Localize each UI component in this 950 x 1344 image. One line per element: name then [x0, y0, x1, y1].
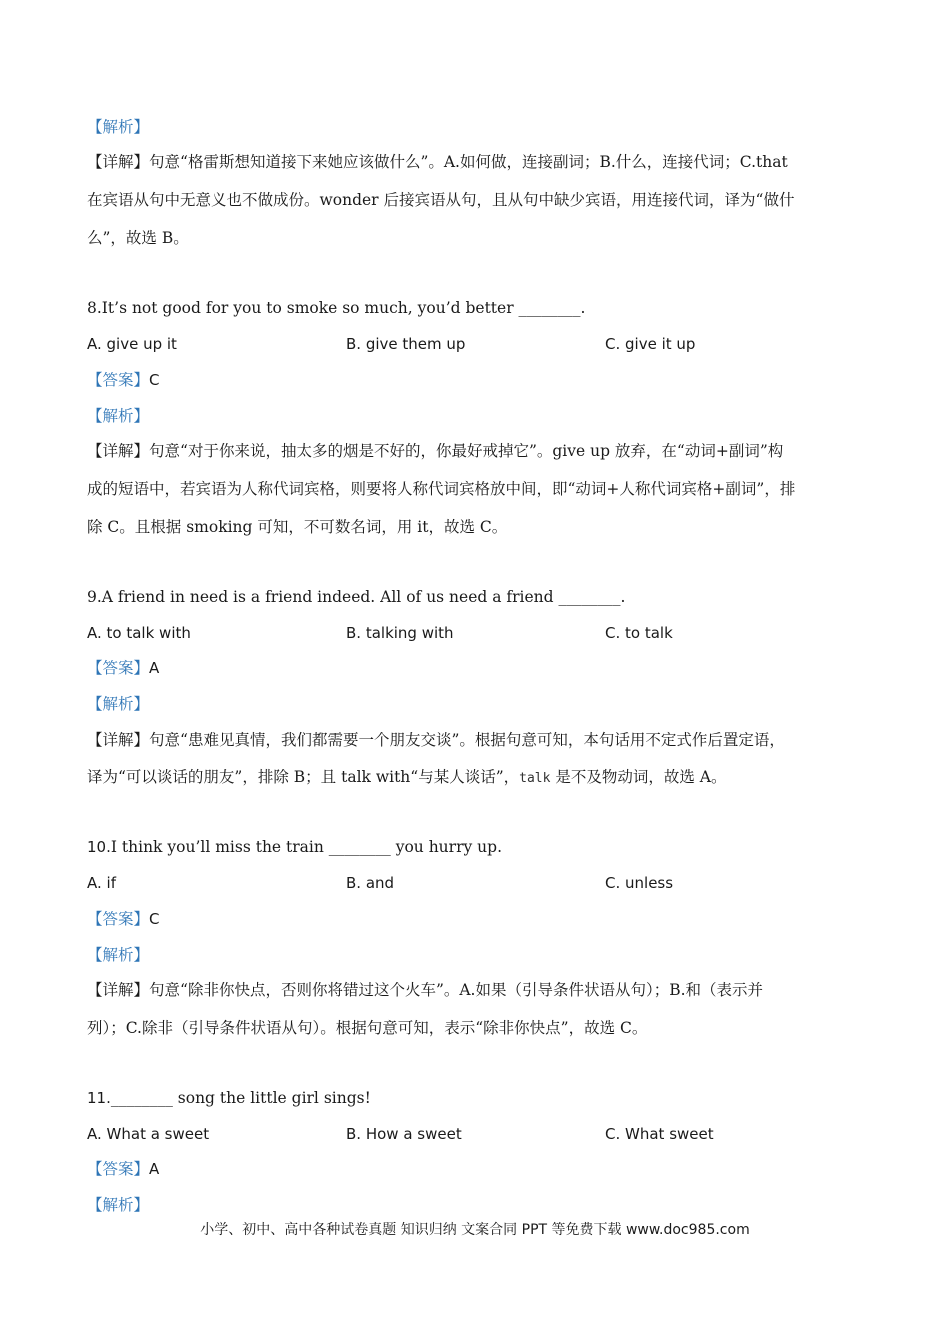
q8-option-a: A. give up it [87, 335, 177, 353]
analysis-label: 【解析】 [87, 946, 150, 964]
page-footer: 小学、初中、高中各种试卷真题 知识归纳 文案合同 PPT 等免费下载 www.doc985.com [200, 1222, 750, 1238]
analysis-label: 【解析】 [87, 695, 150, 713]
q9-detail-line1: 【详解】句意“患难见真情，我们都需要一个朋友交谈”。根据句意可知，本句话用不定式作后置定语， [87, 731, 785, 749]
q9-answer: 【答案】A [87, 659, 160, 677]
q11-answer: 【答案】A [87, 1160, 160, 1178]
answer-label: 【答案】 [87, 1160, 150, 1178]
q10-option-a: A. if [87, 874, 116, 892]
code-word: talk [519, 771, 551, 786]
q11-question: 11.________ song the little girl sings! [87, 1089, 371, 1107]
q9-option-c: C. to talk [605, 624, 673, 642]
q10-option-b: B. and [346, 874, 395, 892]
q8-detail-line3: 除 C。且根据 smoking 可知，不可数名词，用 it，故选 C。 [87, 518, 508, 536]
q8-option-b: B. give them up [346, 335, 466, 353]
q7-detail-line2: 在宾语从句中无意义也不做成份。wonder 后接宾语从句，且从句中缺少宾语，用连接代词，译为“做什 [87, 191, 795, 209]
q10-question: 10.I think you’ll miss the train ________ you hurry up. [87, 838, 502, 856]
q10-detail-line1: 【详解】句意“除非你快点，否则你将错过这个火车”。A.如果（引导条件状语从句）；B.和（表示并 [87, 981, 764, 999]
q11-option-a: A. What a sweet [87, 1125, 210, 1143]
q8-question: 8.It’s not good for you to smoke so much, you’d better ________. [87, 299, 586, 317]
q8-options [87, 332, 867, 356]
q10-detail-line2: 列）；C.除非（引导条件状语从句）。根据句意可知，表示“除非你快点”，故选 C。 [87, 1019, 648, 1037]
detail-label: 【详解】 [87, 153, 150, 171]
q10-options [87, 871, 867, 895]
answer-label: 【答案】 [87, 371, 150, 389]
q8-answer: 【答案】C [87, 371, 160, 389]
q8-detail-line1: 【详解】句意“对于你来说，抽太多的烟是不好的，你最好戒掉它”。give up 放弃，在“动词+副词”构 [87, 442, 784, 460]
q8-detail-line2: 成的短语中，若宾语为人称代词宾格，则要将人称代词宾格放中间，即“动词+人称代词宾格+副词”，排 [87, 480, 796, 498]
q11-option-b: B. How a sweet [346, 1125, 462, 1143]
q10-answer: 【答案】C [87, 910, 160, 928]
answer-label: 【答案】 [87, 910, 150, 928]
answer-label: 【答案】 [87, 659, 150, 677]
q7-detail-line1: 【详解】句意“格雷斯想知道接下来她应该做什么”。A.如何做，连接副词；B.什么，连接代词；C.that [87, 153, 788, 171]
detail-label: 【详解】 [87, 731, 150, 749]
detail-label: 【详解】 [87, 442, 150, 460]
analysis-label: 【解析】 [87, 1196, 150, 1214]
q9-option-b: B. talking with [346, 624, 454, 642]
q9-detail-line2: 译为“可以谈话的朋友”，排除 B；且 talk with“与某人谈话”，talk 是不及物动词，故选 A。 [87, 768, 727, 786]
q11-options [87, 1122, 867, 1146]
q11-option-c: C. What sweet [605, 1125, 714, 1143]
detail-label: 【详解】 [87, 981, 150, 999]
q8-option-c: C. give it up [605, 335, 696, 353]
q10-option-c: C. unless [605, 874, 674, 892]
analysis-label: 【解析】 [87, 118, 150, 136]
q9-option-a: A. to talk with [87, 624, 191, 642]
q7-detail-line3: 么”，故选 B。 [87, 229, 189, 247]
analysis-label: 【解析】 [87, 407, 150, 425]
q9-options [87, 621, 867, 645]
q9-question: 9.A friend in need is a friend indeed. All of us need a friend ________. [87, 588, 626, 606]
